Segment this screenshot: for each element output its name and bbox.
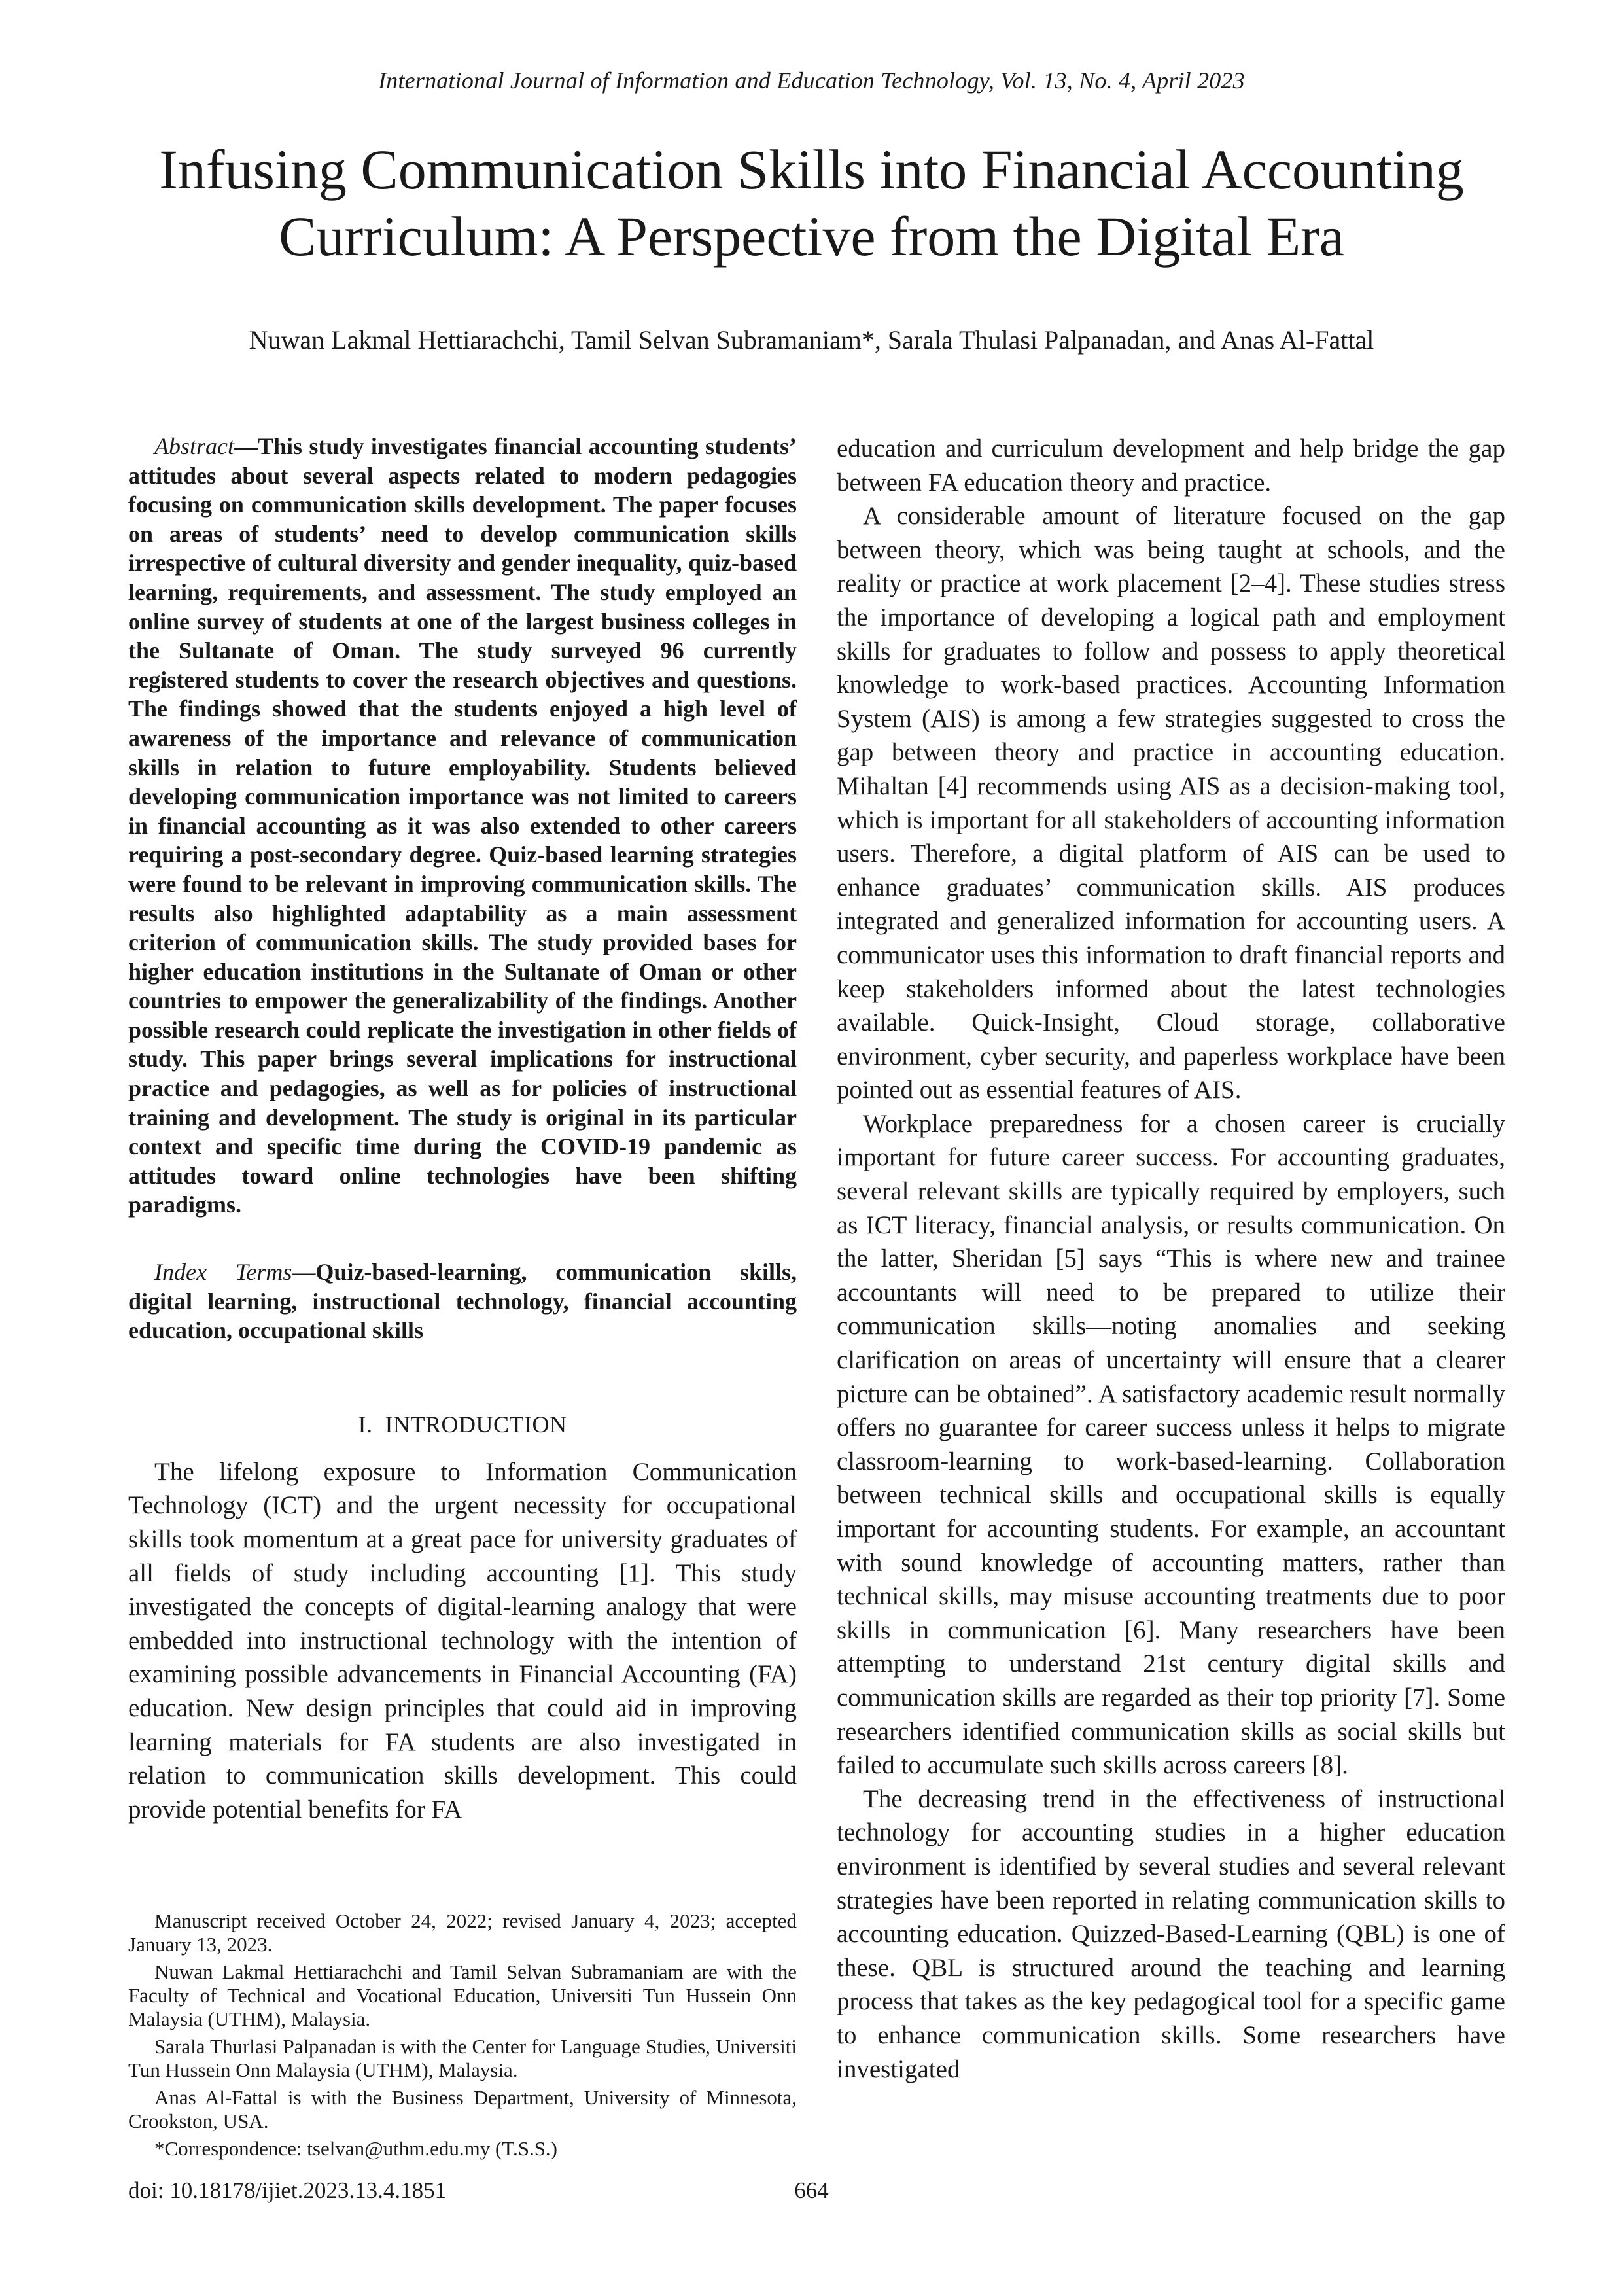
body-paragraph-continuation: education and curriculum development and help bridge the gap between FA education theory and practice. — [837, 434, 1505, 497]
index-terms-label: Index Terms — [154, 1259, 292, 1286]
footnotes — [128, 1909, 797, 2164]
title-line-1: Infusing Communication Skills into Financial Accounting — [159, 138, 1464, 201]
left-body-text — [128, 1455, 797, 1827]
abstract-label: Abstract — [154, 433, 234, 459]
journal-header: International Journal of Information and Education Technology, Vol. 13, No. 4, April 2023 — [378, 67, 1245, 94]
doi: doi: 10.18178/ijiet.2023.13.4.1851 — [128, 2178, 447, 2203]
page-number: 664 — [794, 2178, 829, 2203]
section-title-rest: NTRODUCTION — [393, 1411, 567, 1438]
footnote-correspondence: *Correspondence: tselvan@uthm.edu.my (T.S.S.) — [154, 2137, 558, 2160]
abstract-dash: — — [234, 433, 258, 459]
left-column — [128, 432, 797, 1826]
abstract — [128, 432, 797, 1220]
footnote-affiliation: Sarala Thurlasi Palpanadan is with the Center for Language Studies, Universiti Tun Hussein Onn Malaysia (UTHM), Malaysia. — [128, 2035, 797, 2081]
abstract-text: This study investigates financial accounting students’ attitudes about several aspects related to modern pedagogies focusing on communication skills development. The paper focuses on areas of students’ need to develop communication skills irrespective of cultural diversity and gender inequality, quiz-based learning, requirements, and assessment. The study employed an online survey of students at one of the largest business colleges in the Sultanate of Oman. The study surveyed 96 currently registered students to cover the research objectives and questions. The findings showed that the students enjoyed a high level of awareness of the importance and relevance of communication skills in relation to future employability. Students believed developing communication importance was not limited to careers in financial accounting as it was also extended to other careers requiring a post-secondary degree. Quiz-based learning strategies were found to be relevant in improving communication skills. The results also highlighted adaptability as a main assessment criterion of communication skills. The study provided bases for higher education institutions in the Sultanate of Oman or other countries to empower the generalizability of the findings. Another possible research could replicate the investigation in other fields of study. This paper brings several implications for instructional practice and pedagogies, as well as for policies of instructional training and development. The study is original in its particular context and specific time during the COVID-19 pandemic as attitudes toward online technologies have been shifting paradigms. — [128, 433, 797, 1218]
section-first-letter: I — [385, 1411, 393, 1438]
index-terms-dash: — — [292, 1259, 316, 1286]
index-terms — [128, 1258, 797, 1345]
index-terms-paragraph — [128, 1258, 797, 1345]
paper-title — [131, 136, 1492, 270]
title-line-2: Curriculum: A Perspective from the Digital Era — [279, 205, 1344, 268]
index-terms-text: Quiz-based-learning, communication skills, digital learning, instructional technology, financial accounting education, occupational skills — [128, 1259, 797, 1344]
body-paragraph: A considerable amount of literature focused on the gap between theory, which was being taught at schools, and the reality or practice at work placement [2–4]. These studies stress the importance of developing a logical path and employment skills for graduates to follow and possess to apply theoretical knowledge to work-based practices. Accounting Information System (AIS) is among a few strategies suggested to cross the gap between theory and practice in accounting education. Mihaltan [4] recommends using AIS as a decision-making tool, which is important for all stakeholders of accounting information users. Therefore, a digital platform of AIS can be used to enhance graduates’ communication skills. AIS produces integrated and generalized information for accounting users. A communicator uses this information to draft financial reports and keep stakeholders informed about the latest technologies available. Quick-Insight, Cloud storage, collaborative environment, cyber security, and paperless workplace have been pointed out as essential features of AIS. — [837, 502, 1505, 1104]
footnote-affiliation: Anas Al-Fattal is with the Business Department, University of Minnesota, Crookston, USA. — [128, 2086, 797, 2132]
section-number: I. — [358, 1411, 373, 1438]
body-paragraph: The lifelong exposure to Information Communication Technology (ICT) and the urgent necessity for occupational skills took momentum at a great pace for university graduates of all fields of study including accounting [1]. This study investigated the concepts of digital-learning analogy that were embedded into instructional technology with the intention of examining possible advancements in Financial Accounting (FA) education. New design principles that could aid in improving learning materials for FA students are also investigated in relation to communication skills development. This could provide potential benefits for FA — [128, 1457, 797, 1824]
right-body-text — [837, 432, 1505, 2086]
footnote-manuscript: Manuscript received October 24, 2022; revised January 4, 2023; accepted January 13, 2023. — [128, 1909, 797, 1956]
section-heading-introduction — [128, 1411, 797, 1438]
author-list: Nuwan Lakmal Hettiarachchi, Tamil Selvan Subramaniam*, Sarala Thulasi Palpanadan, and Anas Al-Fattal — [249, 325, 1374, 355]
footnote-affiliation: Nuwan Lakmal Hettiarachchi and Tamil Selvan Subramaniam are with the Faculty of Technical and Vocational Education, Universiti Tun Hussein Onn Malaysia (UTHM), Malaysia. — [128, 1960, 797, 2030]
body-paragraph: The decreasing trend in the effectiveness of instructional technology for accounting studies in a higher education environment is identified by several studies and several relevant strategies have been reported in relating communication skills to accounting education. Quizzed-Based-Learning (QBL) is one of these. QBL is structured around the teaching and learning process that takes as the key pedagogical tool for a specific game to enhance communication skills. Some researchers have investigated — [837, 1784, 1505, 2083]
right-column — [837, 432, 1505, 2086]
body-paragraph: Workplace preparedness for a chosen career is crucially important for future career success. For accounting graduates, several relevant skills are typically required by employers, such as ICT literacy, financial analysis, or results communication. On the latter, Sheridan [5] says “This is where new and trainee accountants will need to be prepared to utilize their communication skills—noting anomalies and seeking clarification on areas of uncertainty will ensure that a clearer picture can be obtained”. A satisfactory academic result normally offers no guarantee for career success unless it helps to migrate classroom-learning to work-based-learning. Collaboration between technical skills and occupational skills is equally important for accounting students. For example, an accountant with sound knowledge of accounting matters, rather than technical skills, may misuse accounting treatments due to poor skills in communication [6]. Many researchers have been attempting to understand 21st century digital skills and communication skills are regarded as their top priority [7]. Some researchers identified communication skills as social skills but failed to accumulate such skills across careers [8]. — [837, 1109, 1505, 1780]
abstract-paragraph — [128, 432, 797, 1220]
